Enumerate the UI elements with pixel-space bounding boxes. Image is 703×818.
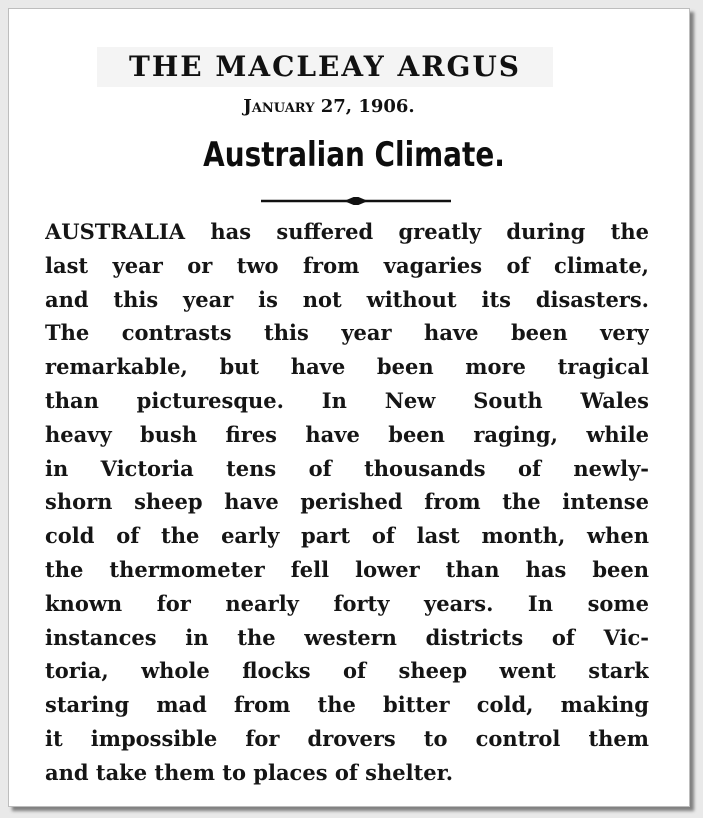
article-line: and take them to places of shelter.: [45, 759, 454, 785]
article-line: AUSTRALIA has suffered greatly during the: [45, 219, 649, 244]
article-line: the thermometer fell lower than has been: [45, 556, 649, 582]
article-line: toria, whole flocks of sheep went stark: [45, 658, 649, 684]
article-line: known for nearly forty years. In some: [45, 590, 649, 616]
article-line: and this year is not without its disasters.: [45, 286, 649, 312]
article-line: cold of the early part of last month, when: [45, 523, 649, 549]
ornamental-divider: [261, 197, 451, 205]
article-line: than picturesque. In New South Wales: [45, 387, 649, 413]
article-line: staring mad from the bitter cold, making: [45, 692, 649, 718]
article-line: shorn sheep have perished from the intense: [45, 489, 649, 515]
article-line: remarkable, but have been more tragical: [45, 354, 649, 380]
article-line: it impossible for drovers to control them: [45, 725, 649, 751]
article-body: [45, 215, 649, 790]
article-line: instances in the western districts of Vic-: [45, 624, 649, 650]
article-line: in Victoria tens of thousands of newly-: [45, 455, 649, 481]
newspaper-clipping: [8, 8, 690, 807]
publication-date: January 27, 1906.: [243, 96, 415, 117]
newspaper-masthead: THE MACLEAY ARGUS: [97, 47, 553, 87]
article-line: The contrasts this year have been very: [45, 320, 649, 346]
article-headline: Australian Climate.: [203, 135, 505, 175]
article-line: heavy bush fires have been raging, while: [45, 421, 649, 447]
article-line: last year or two from vagaries of climate,: [45, 252, 649, 278]
